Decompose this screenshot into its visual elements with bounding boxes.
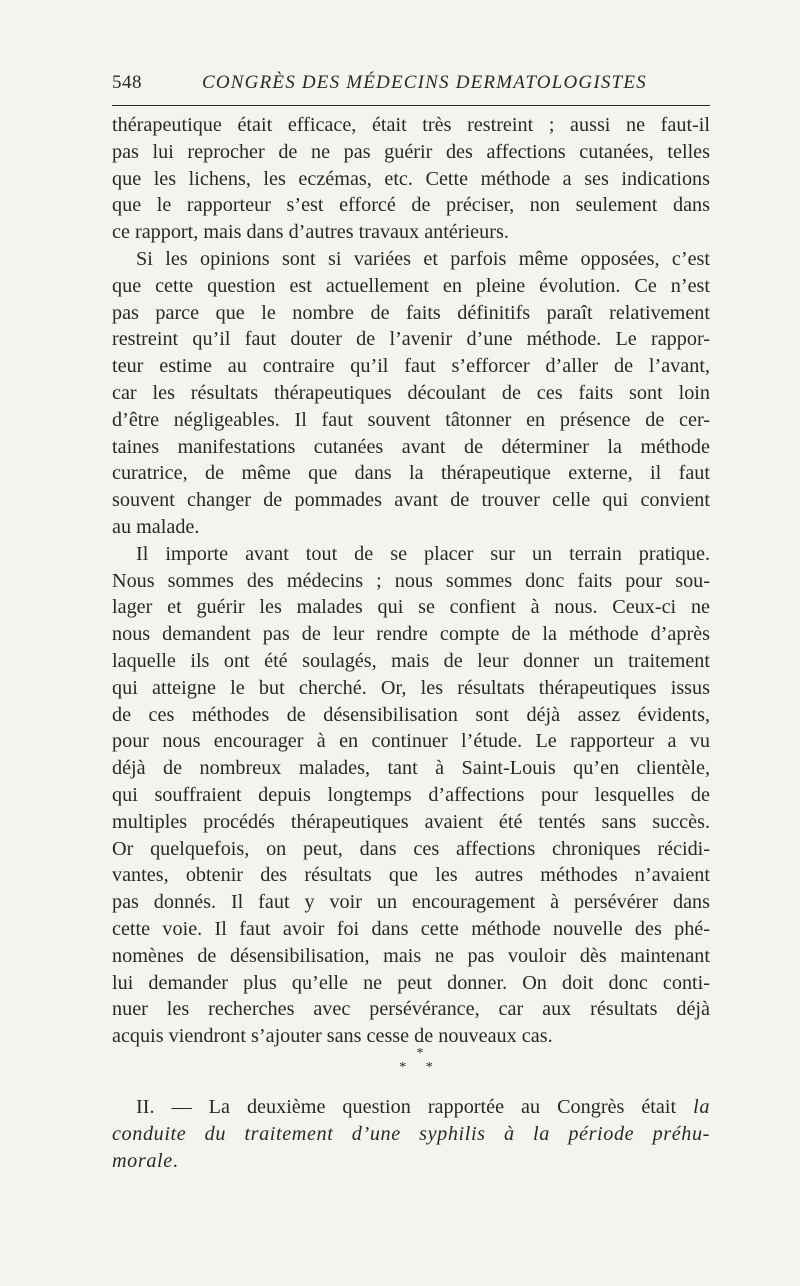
text-line: nomènes de désensibilisation, mais ne pas vouloir dès maintenant	[112, 944, 710, 967]
text-line: pas donnés. Il faut y voir un encouragement à persévérer dans	[112, 891, 710, 914]
running-head	[112, 68, 712, 98]
text-line: Nous sommes des médecins ; nous sommes donc faits pour sou-	[112, 569, 710, 592]
text-line: cette voie. Il faut avoir foi dans cette méthode nouvelle des phé-	[112, 917, 710, 940]
text-line: que le rapporteur s’est efforcé de préciser, non seulement dans	[112, 194, 710, 217]
text-line: qui atteigne le but cherché. Or, les résultats thérapeutiques issus	[112, 676, 710, 699]
section-italic-text: morale	[112, 1149, 173, 1172]
header-rule	[112, 105, 710, 106]
page-number: 548	[112, 72, 142, 93]
text-line: nous demandent pas de leur rendre compte de la méthode d’après	[112, 623, 710, 646]
text-line: nuer les recherches avec persévérance, car aux résultats déjà	[112, 998, 710, 1021]
text-line: multiples procédés thérapeutiques avaient été tentés sans succès.	[112, 810, 710, 833]
section-line-2	[112, 1121, 710, 1148]
text-line: teur estime au contraire qu’il faut s’efforcer d’aller de l’avant,	[112, 355, 710, 378]
paragraph-1	[112, 112, 710, 246]
text-line: restreint qu’il faut douter de l’avenir d’une méthode. Le rappor-	[112, 328, 710, 351]
section-line-3	[112, 1148, 710, 1175]
text-line: vantes, obtenir des résultats que les autres méthodes n’avaient	[112, 864, 710, 887]
asterism-bottom: * *	[399, 1060, 441, 1075]
asterism	[0, 1047, 800, 1087]
text-line: curatrice, de même que dans la thérapeutique externe, il faut	[112, 462, 710, 485]
section-italic-text: conduite du traitement d’une syphilis à la période préhu-	[112, 1122, 710, 1145]
section-two-heading	[112, 1094, 710, 1174]
text-line: qui souffraient depuis longtemps d’affections pour lesquelles de	[112, 783, 710, 806]
paragraph-3	[112, 541, 710, 1050]
text-line: laquelle ils ont été soulagés, mais de leur donner un traitement	[112, 649, 710, 672]
text-line: Il importe avant tout de se placer sur un terrain pratique.	[136, 542, 710, 565]
running-title: CONGRÈS DES MÉDECINS DERMATOLOGISTES	[202, 72, 647, 93]
text-line: Or quelquefois, on peut, dans ces affections chroniques récidi-	[112, 837, 710, 860]
paragraph-2	[112, 246, 710, 541]
section-line-1	[112, 1094, 710, 1121]
text-line: ce rapport, mais dans d’autres travaux antérieurs.	[112, 221, 509, 244]
text-line: acquis viendront s’ajouter sans cesse de nouveaux cas.	[112, 1025, 553, 1048]
text-line: pas lui reprocher de ne pas guérir des affections cutanées, telles	[112, 140, 710, 163]
text-line: que les lichens, les eczémas, etc. Cette méthode a ses indications	[112, 167, 710, 190]
body-text	[112, 112, 710, 1050]
section-end-period: .	[172, 1149, 178, 1172]
text-line: Si les opinions sont si variées et parfois même opposées, c’est	[136, 247, 710, 270]
text-line: au malade.	[112, 515, 200, 538]
text-line: taines manifestations cutanées avant de déterminer la méthode	[112, 435, 710, 458]
text-line: pour nous encourager à en continuer l’étude. Le rapporteur a vu	[112, 730, 710, 753]
text-line: de ces méthodes de désensibilisation sont déjà assez évidents,	[112, 703, 710, 726]
text-line: que cette question est actuellement en pleine évolution. Ce n’est	[112, 274, 710, 297]
text-line: déjà de nombreux malades, tant à Saint-Louis qu’en clientèle,	[112, 757, 710, 780]
text-line: d’être négligeables. Il faut souvent tâtonner en présence de cer-	[112, 408, 710, 431]
text-line: pas parce que le nombre de faits définitifs paraît relativement	[112, 301, 710, 324]
text-line: thérapeutique était efficace, était très restreint ; aussi ne faut-il	[112, 114, 710, 136]
text-line: souvent changer de pommades avant de trouver celle qui convient	[112, 489, 710, 512]
asterism-top: *	[416, 1046, 424, 1061]
text-line: lui demander plus qu’elle ne peut donner. On doit donc conti-	[112, 971, 710, 994]
text-line: lager et guérir les malades qui se confient à nous. Ceux-ci ne	[112, 596, 710, 619]
section-roman-text: II. — La deuxième question rapportée au Congrès était	[136, 1096, 677, 1118]
text-line: car les résultats thérapeutiques découlant de ces faits sont loin	[112, 381, 710, 404]
section-italic-text: la	[693, 1096, 711, 1118]
